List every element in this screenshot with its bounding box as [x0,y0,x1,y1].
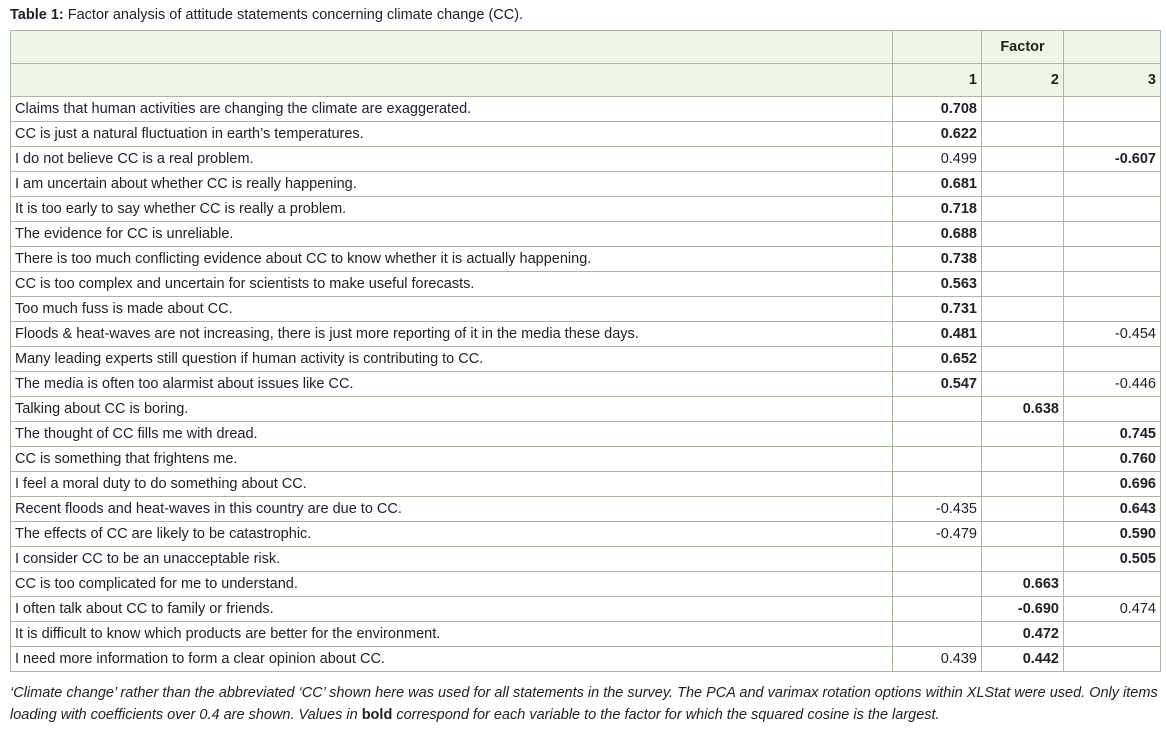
statement-cell: Recent floods and heat-waves in this country are due to CC. [11,497,893,522]
factor-1-loading-cell [893,397,982,422]
factor-3-loading-cell: 0.696 [1064,472,1161,497]
header-empty-cell [11,64,893,97]
factor-2-loading-cell [982,272,1064,297]
table-row [11,347,1161,372]
statement-cell: CC is too complicated for me to understand. [11,572,893,597]
factor-1-loading-cell: 0.481 [893,322,982,347]
factor-2-loading-cell [982,147,1064,172]
factor-2-loading-cell [982,297,1064,322]
factor-3-loading-cell: -0.454 [1064,322,1161,347]
factor-2-loading-cell [982,197,1064,222]
factor-1-loading-cell: 0.547 [893,372,982,397]
table-footnote [10,682,1160,726]
footnote-text-1: ‘Climate change’ rather than the abbreviated ‘CC’ shown here was used for all statements in the survey. The PCA and varimax rotation options within XLStat were used. Only items loading with coefficients over 0.4 are shown. Values in [10,685,1158,723]
factor-1-loading-cell: -0.435 [893,497,982,522]
factor-2-loading-cell [982,522,1064,547]
factor-3-loading-cell [1064,197,1161,222]
table-row [11,422,1161,447]
table-row [11,597,1161,622]
factor-2-loading-cell [982,422,1064,447]
header-empty-cell [893,31,982,64]
factor-1-loading-cell [893,597,982,622]
statement-cell: CC is just a natural fluctuation in earth’s temperatures. [11,122,893,147]
table-row [11,122,1161,147]
footnote-text-2: correspond for each variable to the factor for which the squared cosine is the largest. [392,707,940,723]
table-caption [10,6,523,24]
statement-cell: I feel a moral duty to do something about CC. [11,472,893,497]
factor-3-loading-cell [1064,272,1161,297]
factor-3-loading-cell: 0.474 [1064,597,1161,622]
table-row [11,497,1161,522]
factor-2-loading-cell [982,372,1064,397]
factor-3-loading-cell [1064,172,1161,197]
statement-cell: Many leading experts still question if human activity is contributing to CC. [11,347,893,372]
factor-3-loading-cell [1064,622,1161,647]
factor-1-loading-cell: 0.652 [893,347,982,372]
header-row-factor-numbers [11,64,1161,97]
factor-3-loading-cell: 0.590 [1064,522,1161,547]
table-row [11,397,1161,422]
statement-cell: Too much fuss is made about CC. [11,297,893,322]
factor-header: Factor [982,31,1064,64]
statement-cell: Talking about CC is boring. [11,397,893,422]
statement-cell: CC is too complex and uncertain for scientists to make useful forecasts. [11,272,893,297]
factor-3-loading-cell: 0.643 [1064,497,1161,522]
factor-analysis-table [10,30,1161,672]
factor-2-loading-cell [982,222,1064,247]
factor-1-loading-cell: 0.731 [893,297,982,322]
factor-3-loading-cell: -0.607 [1064,147,1161,172]
factor-3-loading-cell [1064,222,1161,247]
table-row [11,547,1161,572]
factor-3-loading-cell [1064,647,1161,672]
table-row [11,247,1161,272]
statement-cell: The evidence for CC is unreliable. [11,222,893,247]
statement-cell: CC is something that frightens me. [11,447,893,472]
factor-1-loading-cell [893,447,982,472]
factor-3-loading-cell [1064,97,1161,122]
footnote-bold-word: bold [361,707,393,723]
factor-2-loading-cell [982,472,1064,497]
table-row [11,172,1161,197]
header-empty-cell [1064,31,1161,64]
table-row [11,447,1161,472]
table-row [11,622,1161,647]
statement-cell: There is too much conflicting evidence about CC to know whether it is actually happening. [11,247,893,272]
statement-cell: It is difficult to know which products are better for the environment. [11,622,893,647]
factor-2-loading-cell [982,322,1064,347]
factor-1-loading-cell [893,547,982,572]
factor-1-loading-cell: 0.563 [893,272,982,297]
table-row [11,322,1161,347]
factor-1-loading-cell: 0.681 [893,172,982,197]
statement-cell: The thought of CC fills me with dread. [11,422,893,447]
statement-cell: I consider CC to be an unacceptable risk. [11,547,893,572]
factor-1-loading-cell: 0.738 [893,247,982,272]
table-body [11,97,1161,672]
factor-2-loading-cell [982,347,1064,372]
factor-2-header: 2 [982,64,1064,97]
factor-3-loading-cell [1064,397,1161,422]
table-row [11,222,1161,247]
header-row-factor [11,31,1161,64]
statement-cell: Claims that human activities are changing the climate are exaggerated. [11,97,893,122]
table-row [11,472,1161,497]
table-caption-label: Table 1: [10,7,64,23]
factor-2-loading-cell [982,247,1064,272]
factor-1-loading-cell: 0.708 [893,97,982,122]
factor-2-loading-cell: 0.472 [982,622,1064,647]
factor-3-loading-cell [1064,247,1161,272]
factor-3-loading-cell [1064,572,1161,597]
statement-cell: Floods & heat-waves are not increasing, there is just more reporting of it in the media these days. [11,322,893,347]
factor-2-loading-cell [982,172,1064,197]
factor-1-loading-cell: 0.688 [893,222,982,247]
statement-cell: The media is often too alarmist about issues like CC. [11,372,893,397]
factor-2-loading-cell: 0.638 [982,397,1064,422]
factor-1-loading-cell: 0.622 [893,122,982,147]
factor-2-loading-cell [982,447,1064,472]
factor-1-loading-cell: 0.718 [893,197,982,222]
factor-3-loading-cell: 0.505 [1064,547,1161,572]
factor-1-loading-cell [893,572,982,597]
table-row [11,572,1161,597]
factor-3-loading-cell: 0.745 [1064,422,1161,447]
factor-2-loading-cell [982,97,1064,122]
factor-1-header: 1 [893,64,982,97]
table-row [11,372,1161,397]
factor-3-loading-cell [1064,122,1161,147]
table-caption-text: Factor analysis of attitude statements concerning climate change (CC). [63,7,524,23]
statement-cell: I need more information to form a clear opinion about CC. [11,647,893,672]
table-row [11,147,1161,172]
factor-3-header: 3 [1064,64,1161,97]
factor-1-loading-cell [893,472,982,497]
table-row [11,272,1161,297]
table-row [11,297,1161,322]
factor-3-loading-cell: -0.446 [1064,372,1161,397]
statement-cell: The effects of CC are likely to be catastrophic. [11,522,893,547]
factor-3-loading-cell [1064,347,1161,372]
factor-1-loading-cell: 0.499 [893,147,982,172]
factor-2-loading-cell [982,122,1064,147]
statement-cell: I often talk about CC to family or friends. [11,597,893,622]
factor-3-loading-cell [1064,297,1161,322]
statement-cell: It is too early to say whether CC is really a problem. [11,197,893,222]
factor-1-loading-cell [893,622,982,647]
table-row [11,197,1161,222]
header-empty-cell [11,31,893,64]
statement-cell: I am uncertain about whether CC is really happening. [11,172,893,197]
statement-cell: I do not believe CC is a real problem. [11,147,893,172]
factor-1-loading-cell [893,422,982,447]
factor-2-loading-cell [982,497,1064,522]
factor-2-loading-cell: 0.442 [982,647,1064,672]
factor-2-loading-cell [982,547,1064,572]
factor-2-loading-cell: 0.663 [982,572,1064,597]
table-row [11,97,1161,122]
factor-3-loading-cell: 0.760 [1064,447,1161,472]
table-row [11,522,1161,547]
factor-2-loading-cell: -0.690 [982,597,1064,622]
factor-1-loading-cell: -0.479 [893,522,982,547]
factor-1-loading-cell: 0.439 [893,647,982,672]
table-row [11,647,1161,672]
